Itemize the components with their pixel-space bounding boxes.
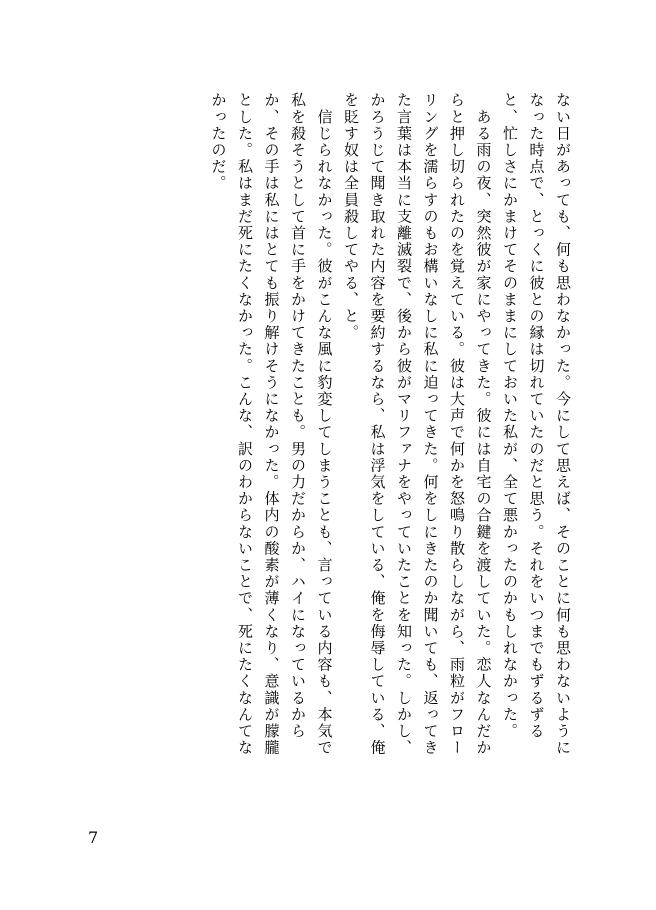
text-line: ある雨の夜、突然彼が家にやってきた。彼には自宅の合鍵を渡していた。恋人なんだか [474,92,493,756]
text-line: なった時点で、とっくに彼との縁は切れていたのだと思う。それをいつまでもずるずる [527,92,546,740]
text-line: ない日があっても、何も思わなかった。今にして思えば、そのことに何も思わないように [554,92,572,756]
text-line: かろうじて聞き取れた内容を要約するなら、私は浮気をしている、俺を侮辱している、俺 [368,92,387,756]
text-line: かったのだ。 [209,92,228,192]
text-line: 信じられなかった。彼がこんな風に豹変してしまうことも、言っている内容も、本気で [315,92,334,756]
vertical-text-block [128,92,576,820]
text-line: た言葉は本当に支離滅裂で、後から彼がマリファナをやっていたことを知った。しかし、 [395,92,413,756]
page-number: 7 [88,828,99,847]
text-line: とした。私はまだ死にたくなかった。こんな、訳のわからないことで、死にたくなんてな [236,92,254,756]
text-line: を貶す奴は全員殺してやる、と。 [342,92,360,341]
text-line: 私を殺そうとして首に手をかけてきたことも。男の力だからか、ハイになっているから [289,92,307,740]
text-line: リングを濡らすのもお構いなしに私に迫ってきた。何をしにきたのか聞いても、返ってき [421,92,440,756]
text-line: と、忙しさにかまけてそのままにしておいた私が、全て悪かったのかもしれなかった。 [501,92,519,740]
text-line: か、その手は私にはとても振り解けそうになかった。体内の酸素が薄くなり、意識が朦朧 [262,92,281,756]
text-line: らと押し切られたのを覚えている。彼は大声で何かを怒鳴り散らしながら、雨粒がフロー [448,92,466,756]
